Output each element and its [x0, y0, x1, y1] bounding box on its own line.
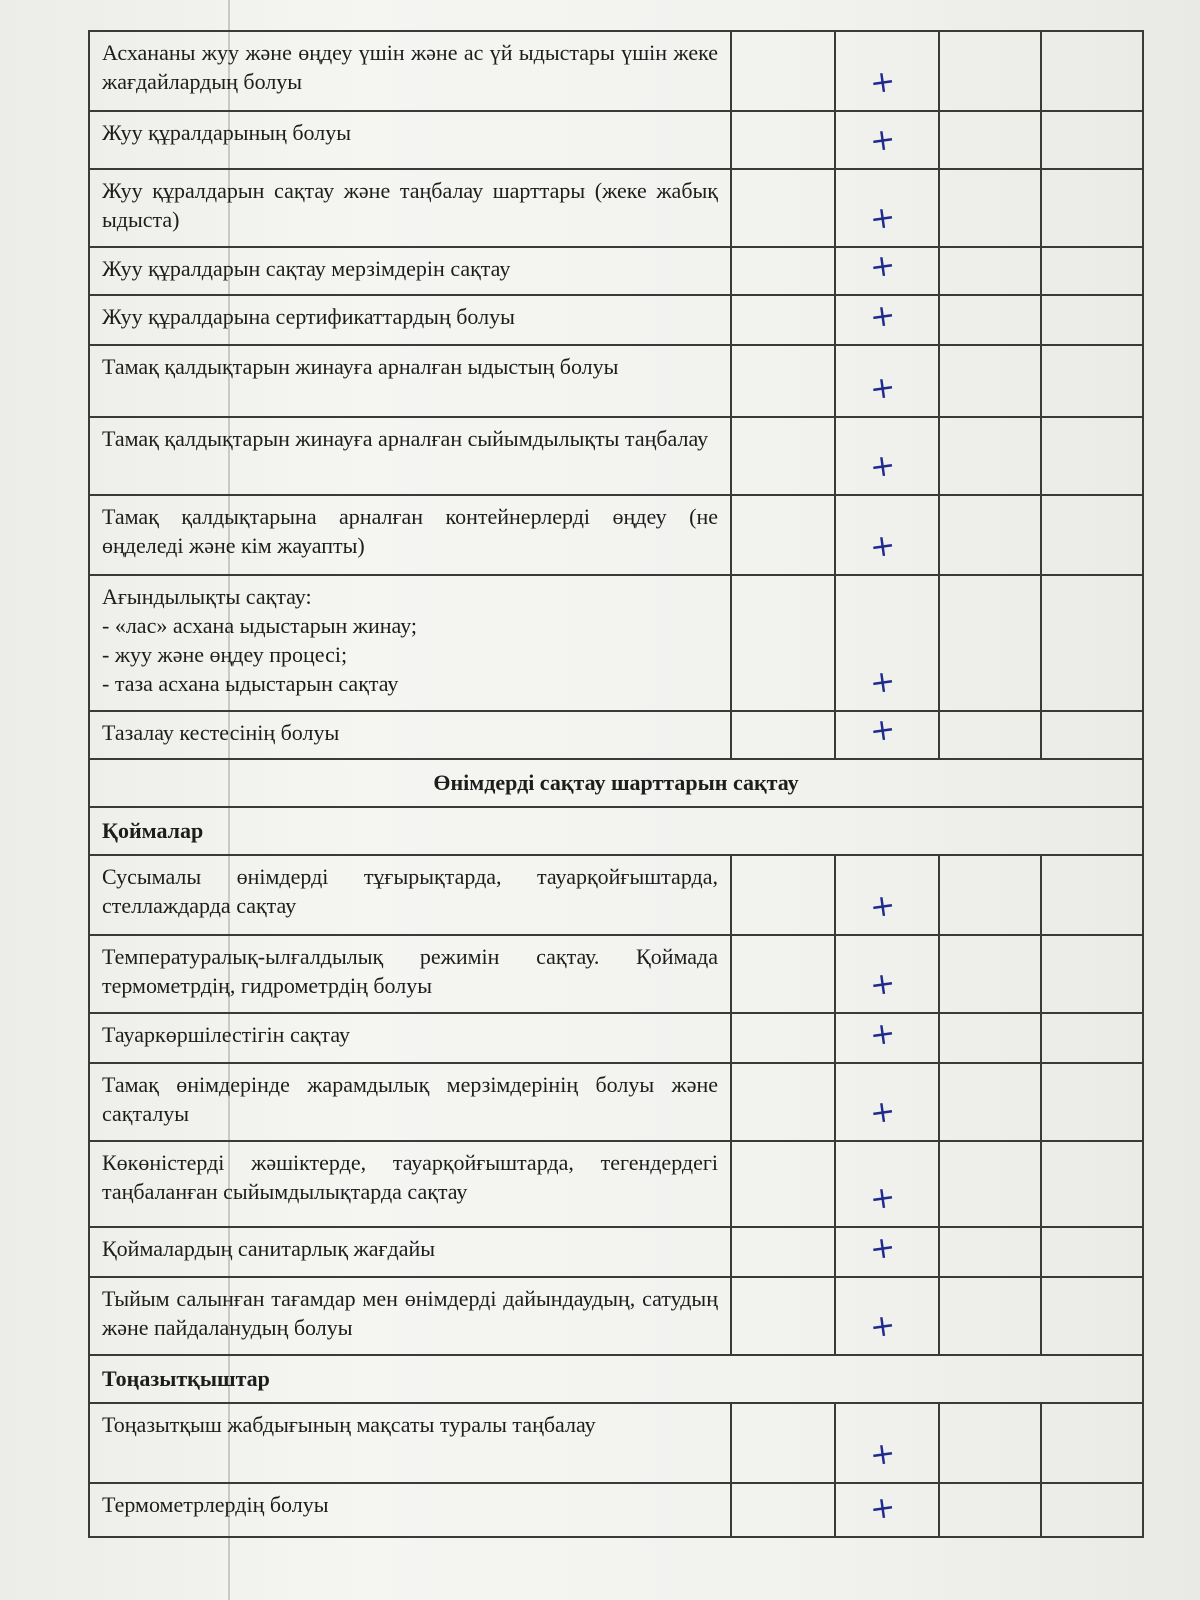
table-row [88, 112, 1144, 170]
section-heading: Өнімдерді сақтау шарттарын сақтау [88, 760, 1144, 808]
table-row [88, 1404, 1144, 1484]
check-cell-4[interactable] [1040, 856, 1142, 934]
check-cell-2[interactable] [834, 1142, 938, 1226]
criterion-text: Жуу құралдарына сертификаттардың болуы [102, 304, 515, 329]
check-cell-3[interactable] [938, 248, 1040, 294]
check-cell-3[interactable] [938, 856, 1040, 934]
table-row [88, 418, 1144, 496]
table-row [88, 1064, 1144, 1142]
handwritten-check-mark: + [867, 1307, 898, 1346]
criterion-text: Асхананы жуу және өңдеу үшін және ас үй ыдыстары үшін жеке жағдайлардың болуы [102, 40, 718, 94]
handwritten-check-mark: + [867, 199, 898, 238]
handwritten-check-mark: + [867, 1179, 898, 1218]
check-cell-1[interactable] [730, 170, 834, 246]
handwritten-check-mark: + [867, 711, 898, 750]
check-cell-4[interactable] [1040, 346, 1142, 416]
criterion-text: Температуралық-ылғалдылық режимін сақтау. Қоймада термометрдің, гидрометрдің болуы [102, 944, 718, 998]
check-cell-2[interactable] [834, 496, 938, 574]
table-row [88, 346, 1144, 418]
criterion-text: Ағындылықты сақтау: - «лас» асхана ыдыстарын жинау; - жуу және өңдеу процесі; - таза асхана ыдыстарын сақтау [102, 584, 418, 696]
check-cell-3[interactable] [938, 112, 1040, 168]
check-cell-1[interactable] [730, 112, 834, 168]
table-row [88, 1142, 1144, 1228]
check-cell-1[interactable] [730, 1404, 834, 1482]
check-cell-2[interactable] [834, 1404, 938, 1482]
check-cell-1[interactable] [730, 248, 834, 294]
criterion-text: Тамақ қалдықтарына арналған контейнерлерді өңдеу (не өңделеді және кім жауапты) [102, 504, 718, 558]
check-cell-4[interactable] [1040, 936, 1142, 1012]
check-cell-2[interactable] [834, 1278, 938, 1354]
check-cell-3[interactable] [938, 296, 1040, 344]
criterion-text: Жуу құралдарын сақтау және таңбалау шарттары (жеке жабық ыдыста) [102, 178, 718, 232]
handwritten-check-mark: + [867, 887, 898, 926]
table-row [88, 170, 1144, 248]
check-cell-4[interactable] [1040, 1142, 1142, 1226]
check-cell-2[interactable] [834, 112, 938, 168]
check-cell-1[interactable] [730, 496, 834, 574]
check-cell-1[interactable] [730, 856, 834, 934]
criterion-text: Тыйым салынған тағамдар мен өнімдерді дайындаудың, сатудың және пайдаланудың болуы [102, 1286, 718, 1340]
check-cell-3[interactable] [938, 936, 1040, 1012]
check-cell-4[interactable] [1040, 170, 1142, 246]
check-cell-2[interactable] [834, 1014, 938, 1062]
handwritten-check-mark: + [867, 297, 898, 336]
check-cell-3[interactable] [938, 1228, 1040, 1276]
table-row [88, 32, 1144, 112]
check-cell-4[interactable] [1040, 496, 1142, 574]
handwritten-check-mark: + [867, 1489, 898, 1528]
handwritten-check-mark: + [867, 447, 898, 486]
table-row [88, 1014, 1144, 1064]
criterion-text: Тамақ өнімдерінде жарамдылық мерзімдерінің болуы және сақталуы [102, 1072, 718, 1126]
check-cell-4[interactable] [1040, 418, 1142, 494]
check-cell-2[interactable] [834, 1228, 938, 1276]
check-cell-2[interactable] [834, 32, 938, 110]
criterion-text: Тауаркөршілестігін сақтау [102, 1022, 350, 1047]
handwritten-check-mark: + [867, 63, 898, 102]
check-cell-1[interactable] [730, 576, 834, 710]
handwritten-check-mark: + [867, 1093, 898, 1132]
check-cell-1[interactable] [730, 1278, 834, 1354]
check-cell-1[interactable] [730, 346, 834, 416]
check-cell-2[interactable] [834, 248, 938, 294]
handwritten-check-mark: + [867, 527, 898, 566]
criterion-text: Тамақ қалдықтарын жинауға арналған сыйымдылықты таңбалау [102, 426, 709, 451]
check-cell-4[interactable] [1040, 296, 1142, 344]
check-cell-3[interactable] [938, 1014, 1040, 1062]
criterion-text: Жуу құралдарын сақтау мерзімдерін сақтау [102, 256, 511, 281]
check-cell-3[interactable] [938, 1142, 1040, 1226]
check-cell-2[interactable] [834, 576, 938, 710]
check-cell-4[interactable] [1040, 1484, 1142, 1536]
check-cell-2[interactable] [834, 296, 938, 344]
table-row [88, 1278, 1144, 1356]
check-cell-4[interactable] [1040, 1404, 1142, 1482]
check-cell-1[interactable] [730, 418, 834, 494]
criterion-text: Көкөністерді жәшіктерде, тауарқойғыштарда, тегендердегі таңбаланған сыйымдылықтарда сақтау [102, 1150, 718, 1204]
table-row [88, 496, 1144, 576]
handwritten-check-mark: + [867, 369, 898, 408]
check-cell-3[interactable] [938, 1278, 1040, 1354]
checklist-table [88, 30, 1144, 1538]
check-cell-4[interactable] [1040, 112, 1142, 168]
table-row [88, 712, 1144, 760]
check-cell-2[interactable] [834, 346, 938, 416]
check-cell-3[interactable] [938, 712, 1040, 758]
check-cell-2[interactable] [834, 936, 938, 1012]
check-cell-1[interactable] [730, 1014, 834, 1062]
table-row [88, 936, 1144, 1014]
check-cell-1[interactable] [730, 712, 834, 758]
criterion-text: Тоңазытқыш жабдығының мақсаты туралы таңбалау [102, 1412, 596, 1437]
check-cell-2[interactable] [834, 1064, 938, 1140]
check-cell-1[interactable] [730, 32, 834, 110]
criterion-text: Жуу құралдарының болуы [102, 120, 351, 145]
subsection-heading-fridges: Тоңазытқыштар [88, 1356, 1144, 1404]
check-cell-1[interactable] [730, 1142, 834, 1226]
criterion-text: Тазалау кестесінің болуы [102, 720, 340, 745]
check-cell-2[interactable] [834, 856, 938, 934]
check-cell-3[interactable] [938, 418, 1040, 494]
subsection-heading-storage: Қоймалар [88, 808, 1144, 856]
handwritten-check-mark: + [867, 1229, 898, 1268]
check-cell-1[interactable] [730, 936, 834, 1012]
criterion-text: Қоймалардың санитарлық жағдайы [102, 1236, 436, 1261]
check-cell-4[interactable] [1040, 32, 1142, 110]
check-cell-4[interactable] [1040, 1064, 1142, 1140]
check-cell-1[interactable] [730, 296, 834, 344]
criterion-text: Тамақ қалдықтарын жинауға арналған ыдыстың болуы [102, 354, 619, 379]
handwritten-check-mark: + [867, 121, 898, 160]
check-cell-4[interactable] [1040, 576, 1142, 710]
check-cell-3[interactable] [938, 496, 1040, 574]
check-cell-2[interactable] [834, 418, 938, 494]
check-cell-3[interactable] [938, 576, 1040, 710]
table-row [88, 856, 1144, 936]
table-row [88, 1228, 1144, 1278]
check-cell-3[interactable] [938, 170, 1040, 246]
check-cell-2[interactable] [834, 170, 938, 246]
table-row [88, 248, 1144, 296]
handwritten-check-mark: + [867, 1435, 898, 1474]
criterion-text: Сусымалы өнімдерді тұғырықтарда, тауарқойғыштарда, стеллаждарда сақтау [102, 864, 718, 918]
check-cell-4[interactable] [1040, 1228, 1142, 1276]
check-cell-4[interactable] [1040, 1014, 1142, 1062]
check-cell-4[interactable] [1040, 712, 1142, 758]
handwritten-check-mark: + [867, 663, 898, 702]
handwritten-check-mark: + [867, 965, 898, 1004]
criterion-text: Термометрлердің болуы [102, 1492, 329, 1517]
table-row [88, 576, 1144, 712]
check-cell-4[interactable] [1040, 248, 1142, 294]
check-cell-3[interactable] [938, 346, 1040, 416]
check-cell-3[interactable] [938, 1064, 1040, 1140]
check-cell-1[interactable] [730, 1484, 834, 1536]
handwritten-check-mark: + [867, 1015, 898, 1054]
check-cell-3[interactable] [938, 1404, 1040, 1482]
table-row [88, 1484, 1144, 1538]
check-cell-2[interactable] [834, 1484, 938, 1536]
table-row [88, 296, 1144, 346]
check-cell-4[interactable] [1040, 1278, 1142, 1354]
check-cell-1[interactable] [730, 1064, 834, 1140]
check-cell-2[interactable] [834, 712, 938, 758]
check-cell-3[interactable] [938, 32, 1040, 110]
check-cell-3[interactable] [938, 1484, 1040, 1536]
handwritten-check-mark: + [867, 247, 898, 286]
check-cell-1[interactable] [730, 1228, 834, 1276]
